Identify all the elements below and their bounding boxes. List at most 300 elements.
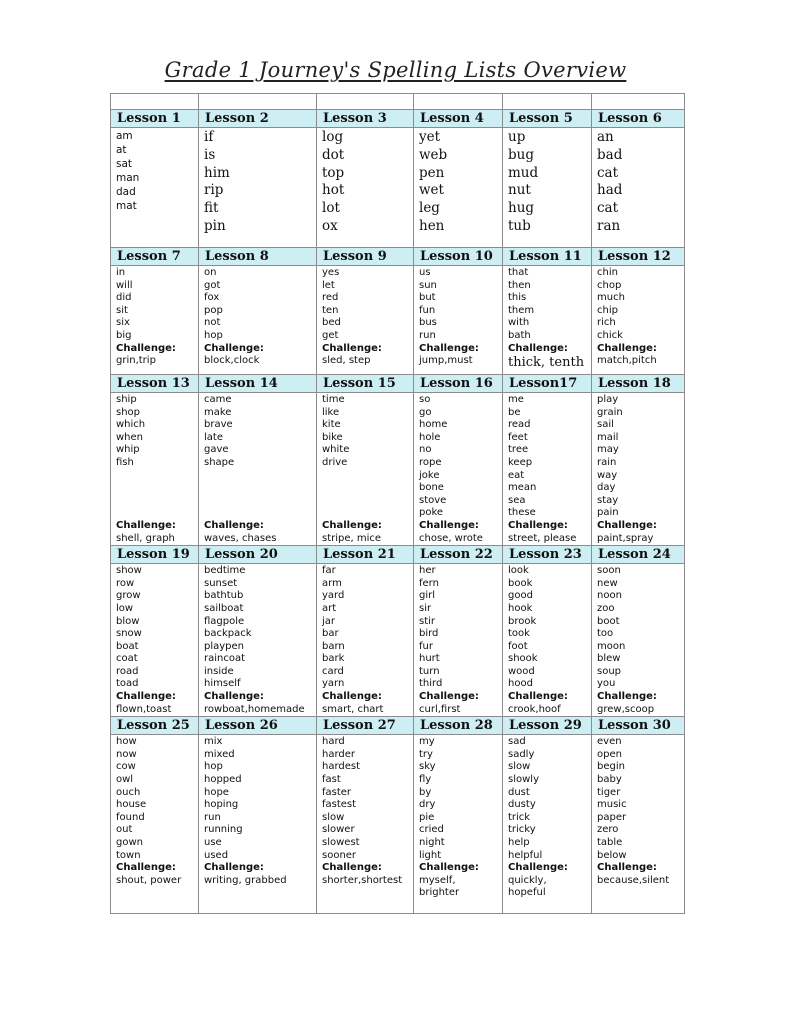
lesson-cell <box>111 735 199 914</box>
spelling-word: by <box>419 786 432 798</box>
empty-cell <box>199 94 317 110</box>
spacer <box>322 482 413 495</box>
spelling-word: raincoat <box>204 653 246 665</box>
spelling-word: hoping <box>204 799 239 811</box>
challenge-words: block,clock <box>204 355 260 367</box>
lesson-title: Lesson 11 <box>503 248 592 266</box>
spelling-word: house <box>116 799 147 811</box>
challenge-words: street, please <box>508 532 577 544</box>
lesson-title: Lesson 2 <box>199 110 317 128</box>
spelling-word: drive <box>322 456 348 468</box>
spelling-word: dusty <box>508 799 536 811</box>
spelling-word: her <box>419 565 436 577</box>
spelling-word: run <box>204 811 221 823</box>
spelling-word: him <box>204 164 230 181</box>
spelling-word: gown <box>116 837 143 848</box>
spelling-word: out <box>116 824 133 836</box>
lesson-title: Lesson 29 <box>503 717 592 735</box>
spelling-word: road <box>116 665 139 677</box>
spelling-word: toad <box>116 678 139 690</box>
spelling-word: mean <box>508 482 537 494</box>
spelling-word: owl <box>116 774 134 786</box>
spelling-word: poke <box>419 507 444 519</box>
spelling-word: grain <box>597 406 623 418</box>
lesson-cell <box>414 266 503 375</box>
challenge-words: shorter,shortest <box>322 874 403 886</box>
spelling-word: sunset <box>204 577 238 589</box>
challenge-label: Challenge: <box>322 691 382 703</box>
challenge-label: Challenge: <box>597 862 657 874</box>
spelling-word: ran <box>597 217 621 234</box>
spelling-word: took <box>508 628 530 640</box>
challenge-words: flown,toast <box>116 703 172 715</box>
spelling-word: sat <box>116 158 133 170</box>
spelling-word: faster <box>322 786 352 798</box>
spelling-word: card <box>322 665 344 677</box>
spelling-word: top <box>322 164 345 181</box>
lesson-cell <box>503 564 592 717</box>
spelling-word: tiger <box>597 786 621 798</box>
lesson-words-row <box>111 393 685 546</box>
challenge-words: writing, grabbed <box>204 874 287 886</box>
spelling-word: on <box>204 267 217 278</box>
spelling-word: fly <box>419 774 432 786</box>
spelling-word: cat <box>597 200 619 217</box>
challenge-words: because,silent <box>597 874 670 886</box>
spelling-word: trick <box>508 811 531 823</box>
spelling-word: even <box>597 736 622 748</box>
spelling-word: town <box>116 849 141 861</box>
lesson-title: Lesson17 <box>503 375 592 393</box>
spelling-word: mix <box>204 736 223 748</box>
challenge-words: shout, power <box>116 874 182 886</box>
spelling-word: no <box>419 444 432 456</box>
spelling-word: stir <box>419 615 436 627</box>
lesson-title: Lesson 1 <box>111 110 199 128</box>
lesson-title: Lesson 3 <box>317 110 414 128</box>
spelling-word: begin <box>597 761 625 773</box>
spelling-word: noon <box>597 590 622 602</box>
spacer <box>322 495 413 508</box>
spelling-word: be <box>508 406 521 418</box>
spelling-word: dry <box>419 799 436 811</box>
spelling-word: when <box>116 431 144 443</box>
spelling-word: sooner <box>322 849 357 861</box>
spelling-word: you <box>597 678 616 690</box>
challenge-words: paint,spray <box>597 532 654 544</box>
spelling-word: coat <box>116 653 138 665</box>
spelling-word: slowest <box>322 837 360 848</box>
lesson-cell <box>414 393 503 546</box>
spelling-word: rope <box>419 456 442 468</box>
lesson-title: Lesson 20 <box>199 546 317 564</box>
challenge-label: Challenge: <box>419 342 479 354</box>
spelling-word: bedtime <box>204 565 246 577</box>
challenge-words: chose, wrote <box>419 532 483 544</box>
lesson-cell <box>199 564 317 717</box>
challenge-label: Challenge: <box>508 862 568 874</box>
spacer <box>116 507 198 520</box>
spelling-word: far <box>322 565 336 577</box>
spacer <box>204 507 316 520</box>
lesson-cell <box>317 266 414 375</box>
lesson-header-row <box>111 375 685 393</box>
spelling-word: barn <box>322 640 345 652</box>
spelling-word: turn <box>419 665 440 677</box>
challenge-words: grin,trip <box>116 355 156 367</box>
challenge-label: Challenge: <box>204 519 264 531</box>
spelling-lists-table <box>110 93 685 914</box>
challenge-words: myself, brighter <box>419 874 460 899</box>
spelling-word: hop <box>204 761 223 773</box>
spelling-word: lot <box>322 200 340 217</box>
spelling-word: harder <box>322 748 356 760</box>
spelling-word: brook <box>508 615 537 627</box>
spelling-word: flagpole <box>204 615 245 627</box>
spelling-word: make <box>204 406 232 418</box>
spelling-word: ten <box>322 304 339 316</box>
spelling-word: sky <box>419 761 436 773</box>
spelling-word: keep <box>508 456 533 468</box>
lesson-title: Lesson 16 <box>414 375 503 393</box>
spacer <box>204 495 316 508</box>
spacer <box>322 507 413 520</box>
spacer <box>204 470 316 483</box>
spelling-word: light <box>419 849 442 861</box>
challenge-label: Challenge: <box>597 342 657 354</box>
spacer <box>116 495 198 508</box>
spelling-word: dot <box>322 146 345 163</box>
lesson-cell <box>111 128 199 248</box>
spelling-word: dust <box>508 786 530 798</box>
spelling-word: which <box>116 419 146 431</box>
spelling-word: cow <box>116 761 136 773</box>
spelling-word: shop <box>116 406 141 418</box>
spelling-word: girl <box>419 590 436 602</box>
spelling-word: let <box>322 279 335 291</box>
lesson-title: Lesson 5 <box>503 110 592 128</box>
lesson-cell <box>592 735 685 914</box>
spelling-word: rip <box>204 182 224 199</box>
lesson-title: Lesson 23 <box>503 546 592 564</box>
lesson-cell <box>111 393 199 546</box>
spelling-word: used <box>204 849 229 861</box>
spelling-word: art <box>322 602 337 614</box>
spelling-word: pie <box>419 811 435 823</box>
spelling-word: slow <box>508 761 531 773</box>
lesson-cell <box>111 266 199 375</box>
spelling-word: sea <box>508 494 526 506</box>
spelling-word: go <box>419 406 432 418</box>
challenge-label: Challenge: <box>508 691 568 703</box>
challenge-label: Challenge: <box>597 519 657 531</box>
spelling-word: pop <box>204 304 223 316</box>
lesson-header-row <box>111 110 685 128</box>
spelling-word: book <box>508 577 533 589</box>
spelling-word: cried <box>419 824 444 836</box>
empty-cell <box>503 94 592 110</box>
spelling-word: fish <box>116 456 134 468</box>
lesson-title: Lesson 25 <box>111 717 199 735</box>
spelling-word: late <box>204 431 223 443</box>
spelling-word: row <box>116 577 135 589</box>
lesson-title: Lesson 12 <box>592 248 685 266</box>
spelling-word: eat <box>508 469 525 481</box>
lesson-title: Lesson 22 <box>414 546 503 564</box>
spelling-word: night <box>419 837 445 848</box>
lesson-title: Lesson 4 <box>414 110 503 128</box>
spelling-word: home <box>419 419 448 431</box>
spelling-word: cat <box>597 164 619 181</box>
spelling-word: paper <box>597 811 627 823</box>
spelling-word: nut <box>508 182 531 199</box>
lesson-cell <box>199 393 317 546</box>
lesson-cell <box>199 266 317 375</box>
challenge-words: shell, graph <box>116 532 175 544</box>
spelling-word: joke <box>419 469 440 481</box>
spelling-word: wood <box>508 665 535 677</box>
lesson-title: Lesson 10 <box>414 248 503 266</box>
spelling-word: in <box>116 267 126 278</box>
spelling-word: mixed <box>204 748 235 760</box>
spelling-word: hug <box>508 200 535 217</box>
lesson-cell <box>317 735 414 914</box>
spelling-word: sit <box>116 304 128 316</box>
spelling-word: did <box>116 292 132 304</box>
challenge-words: crook,hoof <box>508 703 561 715</box>
spelling-word: too <box>597 628 614 640</box>
challenge-label: Challenge: <box>322 342 382 354</box>
challenge-label: Challenge: <box>116 519 176 531</box>
lesson-cell <box>317 393 414 546</box>
spelling-word: wet <box>419 182 444 199</box>
spelling-word: now <box>116 748 137 760</box>
spelling-word: feet <box>508 431 528 443</box>
lesson-words-row <box>111 128 685 248</box>
challenge-label: Challenge: <box>116 862 176 874</box>
spelling-word: web <box>419 146 448 163</box>
spelling-word: pin <box>204 217 226 234</box>
spelling-word: sadly <box>508 748 535 760</box>
spelling-word: fox <box>204 292 220 304</box>
lesson-title: Lesson 6 <box>592 110 685 128</box>
spacer <box>116 470 198 483</box>
spelling-word: table <box>597 837 623 848</box>
spelling-word: playpen <box>204 640 245 652</box>
spelling-word: below <box>597 849 627 861</box>
challenge-words: smart, chart <box>322 703 384 715</box>
spelling-word: running <box>204 824 243 836</box>
spelling-word: snow <box>116 628 142 640</box>
spelling-word: bus <box>419 317 437 329</box>
lesson-cell <box>592 128 685 248</box>
lesson-cell <box>592 266 685 375</box>
spelling-word: hook <box>508 602 533 614</box>
spelling-word: with <box>508 317 530 329</box>
challenge-label: Challenge: <box>508 342 568 354</box>
challenge-label: Challenge: <box>204 862 264 874</box>
spelling-word: much <box>597 292 625 304</box>
spelling-word: foot <box>508 640 528 652</box>
challenge-words: grew,scoop <box>597 703 655 715</box>
challenge-words: curl,first <box>419 703 461 715</box>
spelling-word: slower <box>322 824 355 836</box>
lesson-title: Lesson 27 <box>317 717 414 735</box>
spelling-word: grow <box>116 590 141 602</box>
spelling-word: boat <box>116 640 139 652</box>
spacer <box>116 482 198 495</box>
spelling-word: sun <box>419 279 437 291</box>
lesson-cell <box>414 128 503 248</box>
spelling-word: hardest <box>322 761 361 773</box>
spelling-word: sailboat <box>204 602 244 614</box>
spelling-word: hole <box>419 431 441 443</box>
challenge-words: quickly, hopeful <box>508 874 547 899</box>
challenge-words: sled, step <box>322 355 371 367</box>
spelling-word: fern <box>419 577 439 589</box>
spelling-word: slowly <box>508 774 539 786</box>
lesson-cell <box>503 266 592 375</box>
lesson-words-row <box>111 564 685 717</box>
challenge-words: rowboat,homemade <box>204 703 305 715</box>
lesson-cell <box>111 564 199 717</box>
spelling-word: bathtub <box>204 590 244 602</box>
spelling-word: fastest <box>322 799 357 811</box>
spelling-word: pain <box>597 507 619 519</box>
lesson-words-row <box>111 266 685 375</box>
lesson-header-row <box>111 248 685 266</box>
spelling-word: slow <box>322 811 345 823</box>
spelling-word: day <box>597 482 616 494</box>
lesson-title: Lesson 21 <box>317 546 414 564</box>
spelling-word: pen <box>419 164 445 181</box>
challenge-words: match,pitch <box>597 355 657 367</box>
lesson-cell <box>199 128 317 248</box>
spelling-word: bed <box>322 317 341 329</box>
spelling-word: look <box>508 565 529 577</box>
spelling-word: sad <box>508 736 526 748</box>
empty-cell <box>317 94 414 110</box>
lesson-title: Lesson 9 <box>317 248 414 266</box>
spelling-word: ouch <box>116 786 141 798</box>
spelling-word: low <box>116 602 134 614</box>
spelling-word: mail <box>597 431 619 443</box>
spelling-word: tricky <box>508 824 536 836</box>
spelling-word: help <box>508 837 530 848</box>
empty-cell <box>414 94 503 110</box>
challenge-words: jump,must <box>419 355 473 367</box>
challenge-label: Challenge: <box>322 862 382 874</box>
challenge-label: Challenge: <box>419 862 479 874</box>
challenge-words: stripe, mice <box>322 532 382 544</box>
lesson-title: Lesson 28 <box>414 717 503 735</box>
spelling-word: six <box>116 317 130 329</box>
spelling-word: hop <box>204 329 223 341</box>
spelling-word: gave <box>204 444 229 456</box>
spelling-word: boot <box>597 615 620 627</box>
challenge-words: thick, tenth <box>508 355 585 371</box>
challenge-label: Challenge: <box>508 519 568 531</box>
challenge-label: Challenge: <box>204 691 264 703</box>
header-spacer-row <box>111 94 685 110</box>
spelling-word: white <box>322 444 350 456</box>
spelling-word: rich <box>597 317 616 329</box>
spelling-word: fun <box>419 304 436 316</box>
spelling-word: dad <box>116 186 136 198</box>
spelling-word: blew <box>597 653 621 665</box>
spelling-word: third <box>419 678 443 690</box>
spelling-word: moon <box>597 640 626 652</box>
spelling-word: zero <box>597 824 619 836</box>
spelling-word: not <box>204 317 221 329</box>
spelling-word: hope <box>204 786 229 798</box>
spelling-word: sir <box>419 602 432 614</box>
spelling-word: bad <box>597 146 623 163</box>
lesson-cell <box>414 735 503 914</box>
spelling-word: mat <box>116 200 137 212</box>
lesson-cell <box>414 564 503 717</box>
lesson-title: Lesson 26 <box>199 717 317 735</box>
spelling-word: bone <box>419 482 444 494</box>
lesson-title: Lesson 19 <box>111 546 199 564</box>
challenge-label: Challenge: <box>419 691 479 703</box>
lesson-cell <box>317 564 414 717</box>
spelling-word: soon <box>597 565 621 577</box>
spelling-word: yes <box>322 267 340 278</box>
spelling-word: backpack <box>204 628 252 640</box>
spelling-word: these <box>508 507 536 519</box>
spelling-word: hot <box>322 182 345 199</box>
lesson-title: Lesson 8 <box>199 248 317 266</box>
challenge-label: Challenge: <box>116 691 176 703</box>
spelling-word: may <box>597 444 619 456</box>
spelling-word: yarn <box>322 678 345 690</box>
lesson-header-row <box>111 546 685 564</box>
spelling-word: bark <box>322 653 345 665</box>
spelling-word: mud <box>508 164 539 181</box>
lesson-cell <box>503 735 592 914</box>
spelling-word: run <box>419 329 436 341</box>
spacer <box>204 482 316 495</box>
spelling-word: try <box>419 748 433 760</box>
spelling-word: hood <box>508 678 533 690</box>
spelling-word: had <box>597 182 623 199</box>
lesson-cell <box>592 393 685 546</box>
lesson-title: Lesson 18 <box>592 375 685 393</box>
spelling-word: how <box>116 736 137 748</box>
spelling-word: whip <box>116 444 140 456</box>
spelling-word: my <box>419 736 435 748</box>
spelling-word: an <box>597 129 614 145</box>
spelling-word: then <box>508 279 531 291</box>
spelling-word: like <box>322 406 340 418</box>
lesson-cell <box>503 393 592 546</box>
spelling-word: inside <box>204 665 234 677</box>
spelling-word: shape <box>204 456 235 468</box>
spelling-word: himself <box>204 678 241 690</box>
spelling-word: hurt <box>419 653 440 665</box>
spelling-word: bar <box>322 628 339 640</box>
spelling-word: way <box>597 469 618 481</box>
lesson-title: Lesson 13 <box>111 375 199 393</box>
spelling-word: will <box>116 279 133 291</box>
spelling-word: but <box>419 292 436 304</box>
lesson-words-row <box>111 735 685 914</box>
spelling-word: man <box>116 172 140 184</box>
spelling-word: bike <box>322 431 343 443</box>
spelling-word: brave <box>204 419 233 431</box>
spacer <box>322 470 413 483</box>
